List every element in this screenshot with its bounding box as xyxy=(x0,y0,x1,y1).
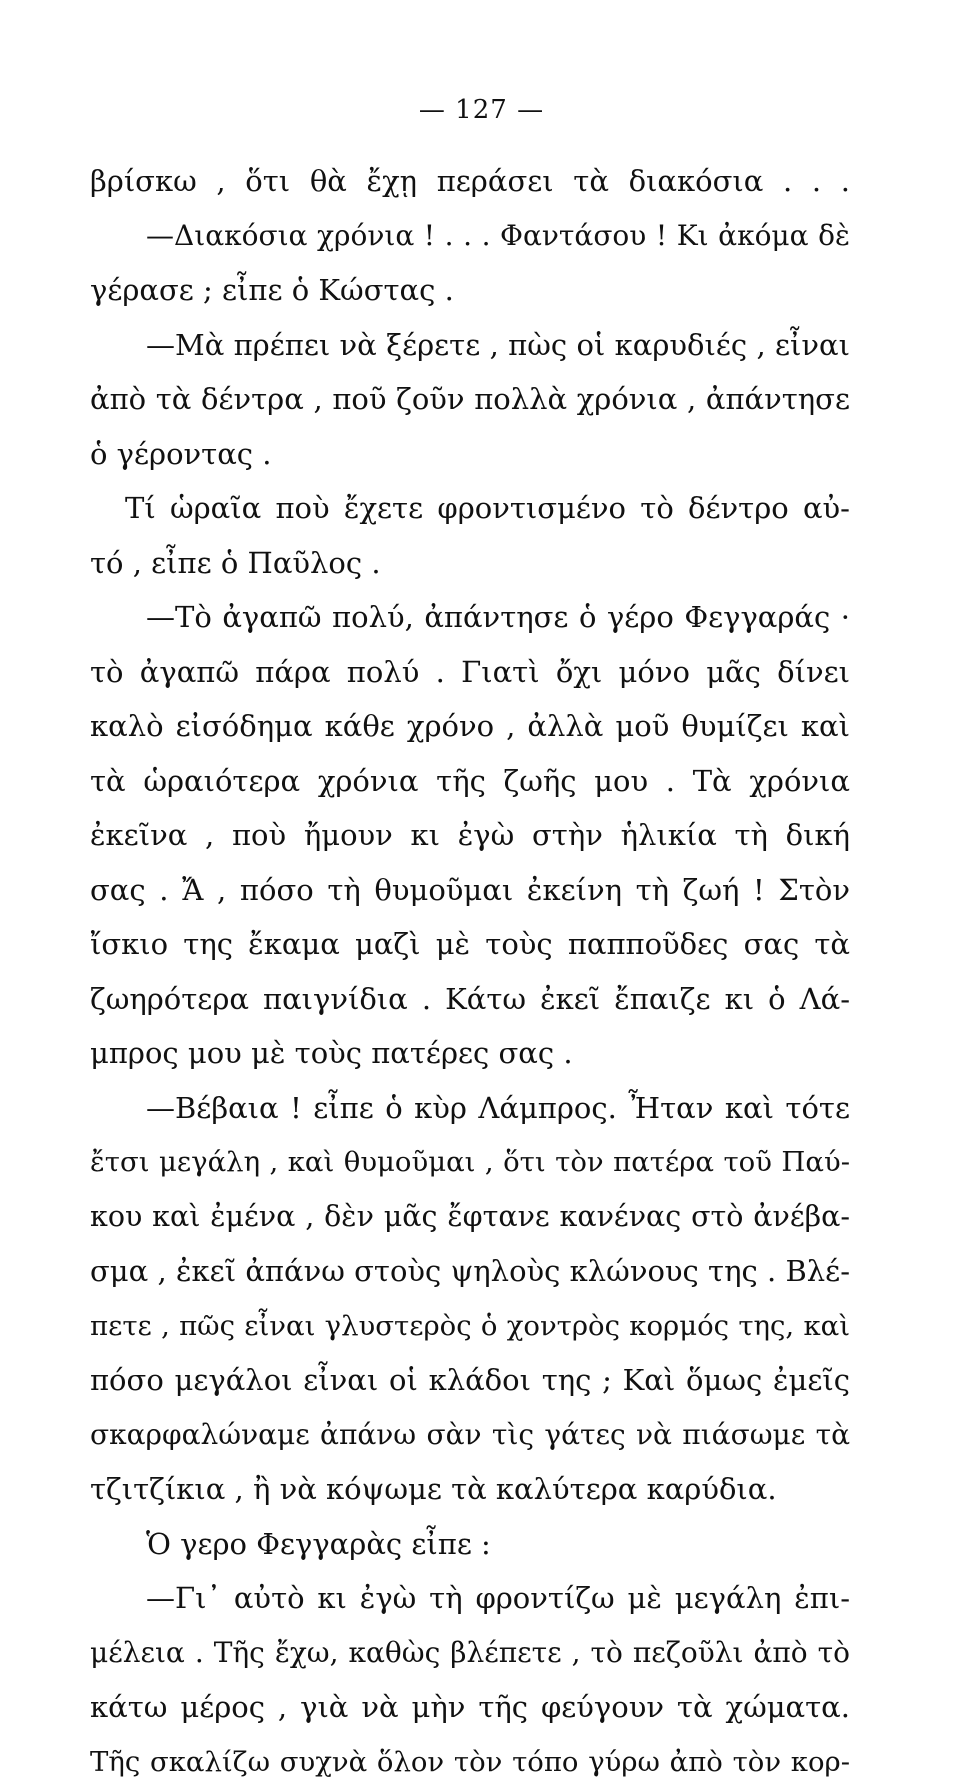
text-line: πετε , πῶς εἶναι γλυστερὸς ὁ χοντρὸς κορμός της, καὶ xyxy=(90,1299,850,1354)
text-line: τό , εἶπε ὁ Παῦλος . xyxy=(90,536,850,591)
page-number: — 127 — xyxy=(0,95,963,125)
text-line: Τί ὡραῖα ποὺ ἔχετε φροντισμένο τὸ δέντρο αὐ- xyxy=(90,481,850,536)
text-line: καλὸ εἰσόδημα κάθε χρόνο , ἀλλὰ μοῦ θυμίζει καὶ xyxy=(90,699,850,754)
text-line: ἔτσι μεγάλη , καὶ θυμοῦμαι , ὅτι τὸν πατέρα τοῦ Παύ- xyxy=(90,1135,850,1190)
text-line: ὁ γέροντας . xyxy=(90,427,850,482)
text-line: μπρος μου μὲ τοὺς πατέρες σας . xyxy=(90,1026,850,1081)
text-line: ἀπὸ τὰ δέντρα , ποῦ ζοῦν πολλὰ χρόνια , ἀπάντησε xyxy=(90,372,850,427)
text-line: —Τὸ ἀγαπῶ πολύ, ἀπάντησε ὁ γέρο Φεγγαράς · xyxy=(90,590,850,645)
text-line: Τῆς σκαλίζω συχνὰ ὅλον τὸν τόπο γύρω ἀπὸ τὸν κορ- xyxy=(90,1735,850,1789)
text-line: κου καὶ ἐμένα , δὲν μᾶς ἔφτανε κανένας στὸ ἀνέβα- xyxy=(90,1190,850,1245)
text-line: —Μὰ πρέπει νὰ ξέρετε , πὼς οἱ καρυδιές , εἶναι xyxy=(90,318,850,373)
text-line: γέρασε ; εἶπε ὁ Κώστας . xyxy=(90,263,850,318)
text-line: σας . Ἄ , πόσο τὴ θυμοῦμαι ἐκείνη τὴ ζωή ! Στὸν xyxy=(90,863,850,918)
text-line: κάτω μέρος , γιὰ νὰ μὴν τῆς φεύγουν τὰ χώματα. xyxy=(90,1680,850,1735)
text-line: βρίσκω , ὅτι θὰ ἔχῃ περάσει τὰ διακόσια . . . xyxy=(90,154,850,209)
text-line: τζιτζίκια , ἢ νὰ κόψωμε τὰ καλύτερα καρύδια. xyxy=(90,1462,850,1517)
text-line: —Γι᾽ αὐτὸ κι ἐγὼ τὴ φροντίζω μὲ μεγάλη ἐπι- xyxy=(90,1571,850,1626)
text-line: μέλεια . Τῆς ἔχω, καθὼς βλέπετε , τὸ πεζοῦλι ἀπὸ τὸ xyxy=(90,1626,850,1681)
text-line: Ὁ γερο Φεγγαρὰς εἶπε : xyxy=(90,1517,850,1572)
text-line: —Διακόσια χρόνια ! . . . Φαντάσου ! Κι ἀκόμα δὲ xyxy=(90,209,850,264)
text-line: —Βέβαια ! εἶπε ὁ κὺρ Λάμπρος. Ἦταν καὶ τότε xyxy=(90,1081,850,1136)
text-line: ἴσκιο της ἔκαμα μαζὶ μὲ τοὺς παπποῦδες σας τὰ xyxy=(90,917,850,972)
text-line: ἐκεῖνα , ποὺ ἤμουν κι ἐγὼ στὴν ἡλικία τὴ δική xyxy=(90,808,850,863)
text-line: σμα , ἐκεῖ ἀπάνω στοὺς ψηλοὺς κλώνους της . Βλέ- xyxy=(90,1244,850,1299)
text-line: σκαρφαλώναμε ἀπάνω σὰν τὶς γάτες νὰ πιάσωμε τὰ xyxy=(90,1408,850,1463)
body-text xyxy=(90,154,850,1789)
text-line: τὰ ὡραιότερα χρόνια τῆς ζωῆς μου . Τὰ χρόνια xyxy=(90,754,850,809)
text-line: ζωηρότερα παιγνίδια . Κάτω ἐκεῖ ἔπαιζε κι ὁ Λά- xyxy=(90,972,850,1027)
text-line: πόσο μεγάλοι εἶναι οἱ κλάδοι της ; Καὶ ὅμως ἐμεῖς xyxy=(90,1353,850,1408)
text-line: τὸ ἀγαπῶ πάρα πολύ . Γιατὶ ὄχι μόνο μᾶς δίνει xyxy=(90,645,850,700)
